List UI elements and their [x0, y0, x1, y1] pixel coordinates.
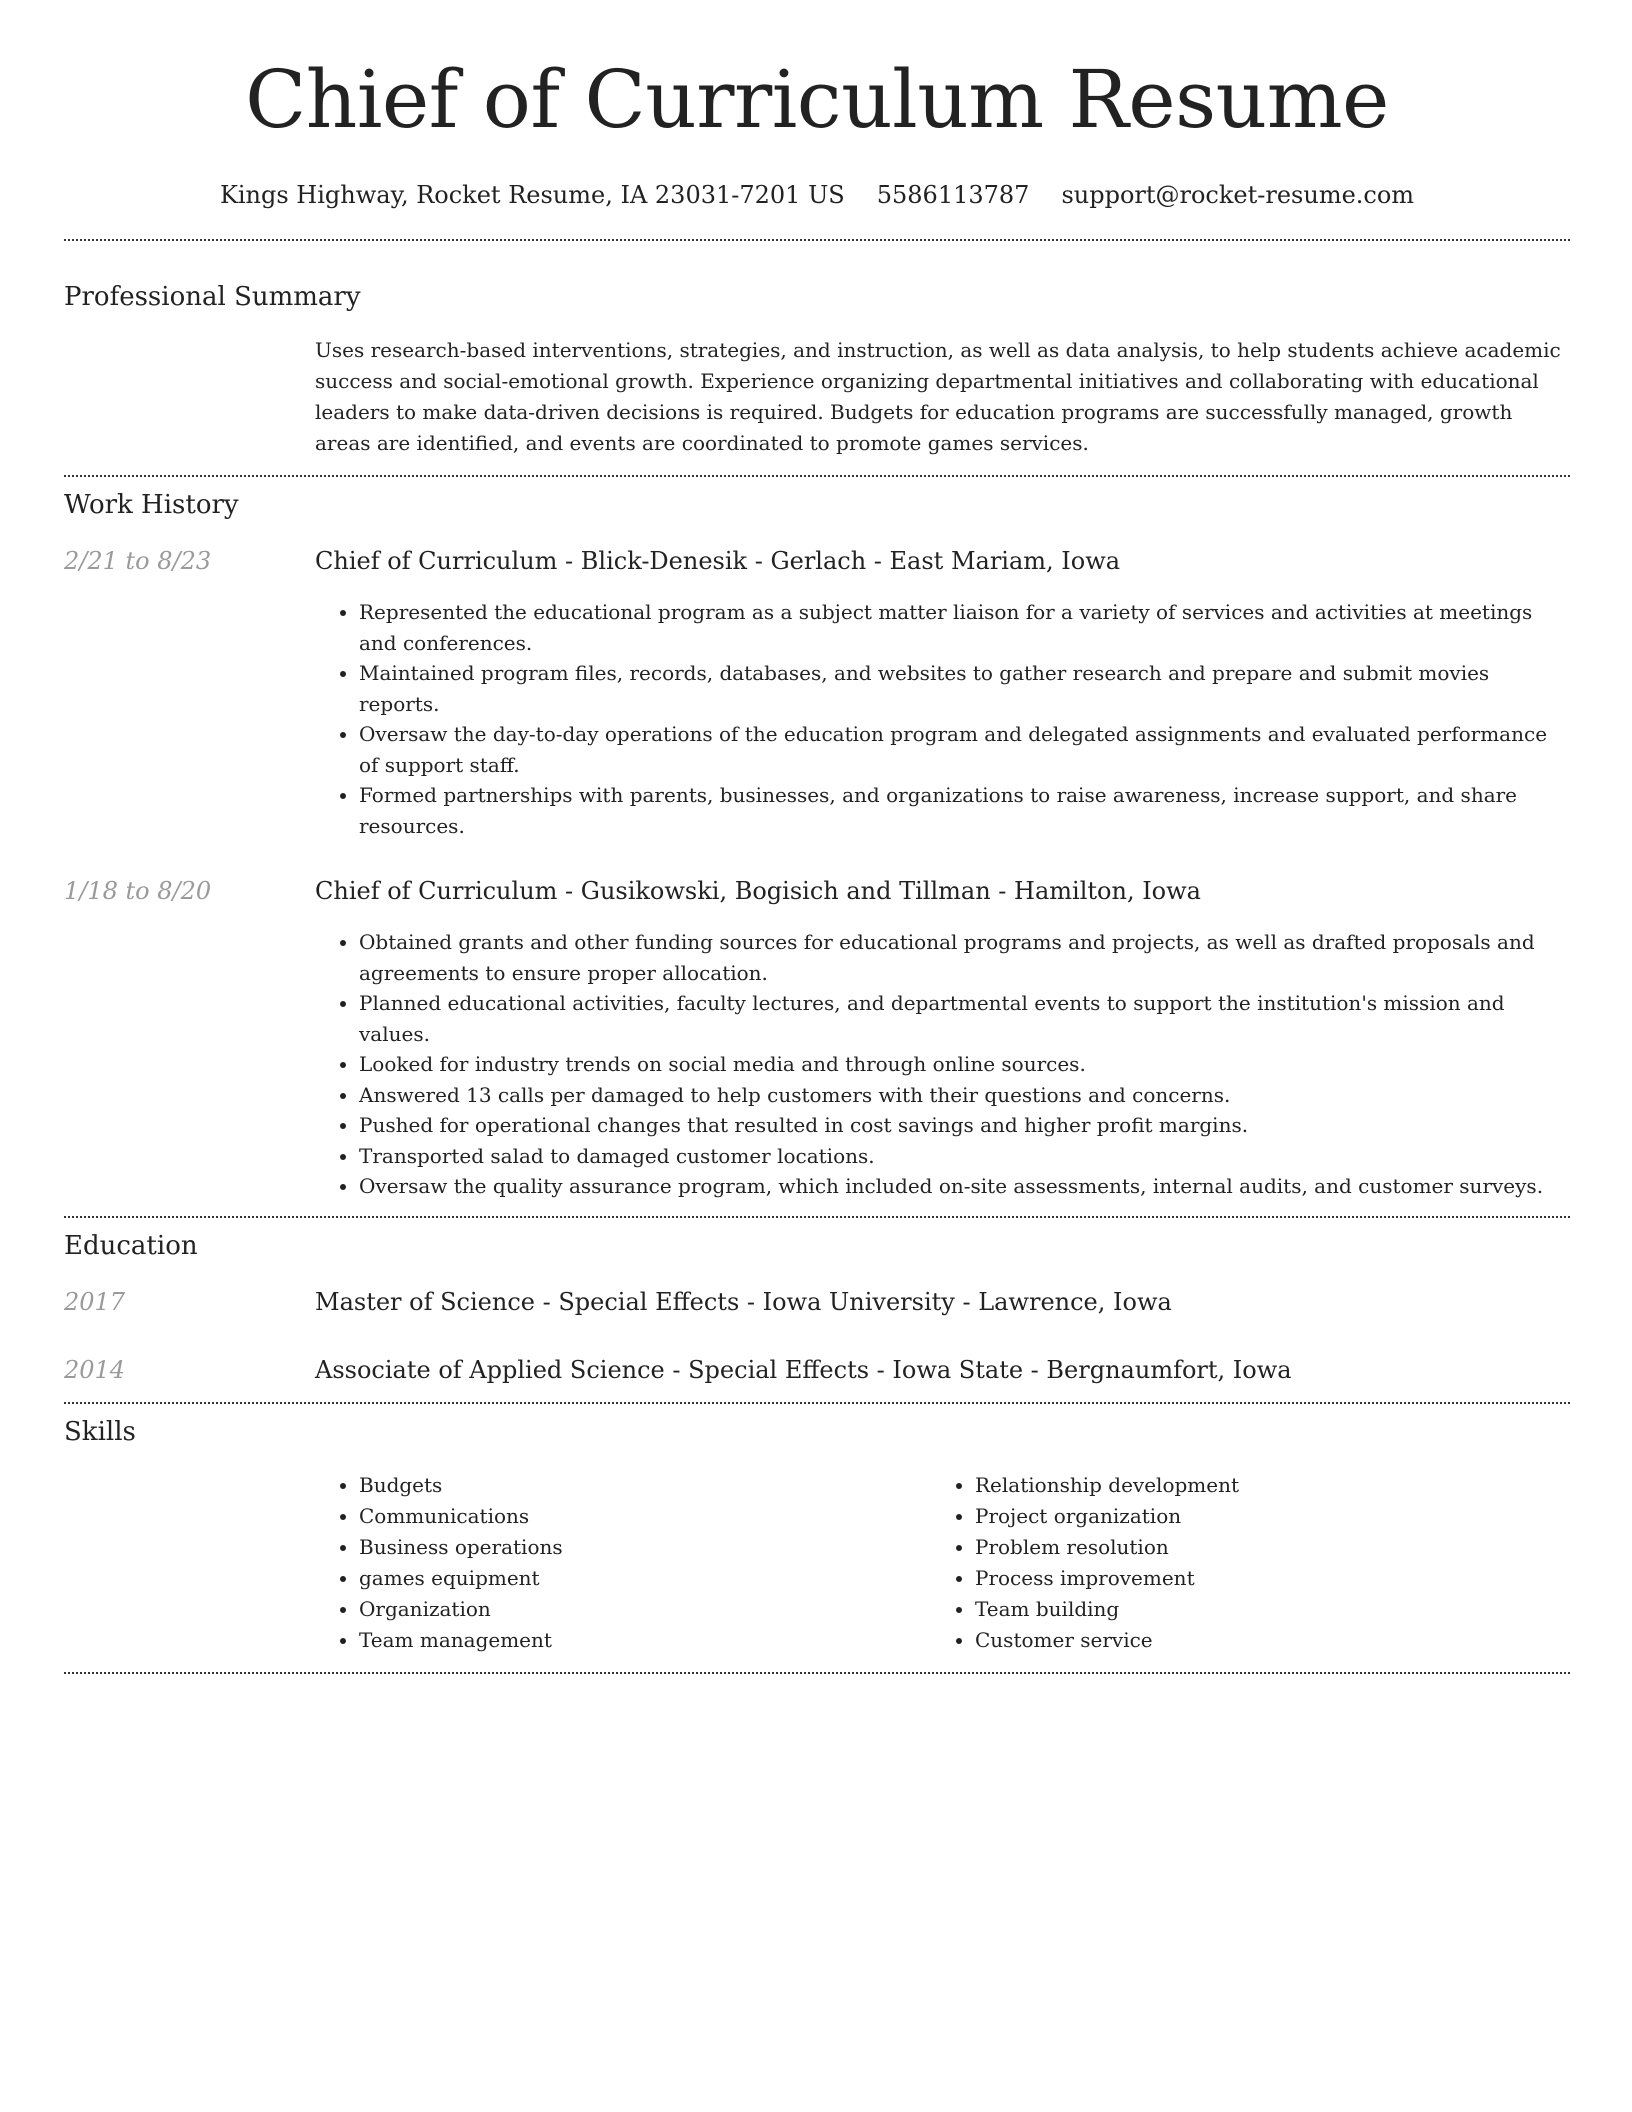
- list-item: • Oversaw the quality assurance program, which included on-site assessments, internal audits, and customer surveys.: [359, 1171, 1570, 1202]
- summary-section: [64, 281, 1570, 475]
- education-heading: Education: [64, 1230, 198, 1261]
- work-entry-bullets: [315, 927, 1570, 1202]
- contact-line: [64, 178, 1570, 212]
- list-item: • Obtained grants and other funding sources for educational programs and projects, as well as drafted proposals and agreements to ensure proper allocation.: [359, 927, 1570, 988]
- skills-column-right: [931, 1470, 1547, 1656]
- list-item: • Team management: [359, 1625, 931, 1656]
- education-section: [64, 1218, 1570, 1402]
- work-entry-title: Chief of Curriculum - Blick-Denesik - Gerlach - East Mariam, Iowa: [315, 547, 1121, 575]
- list-item: • Relationship development: [975, 1470, 1547, 1501]
- resume-header: [64, 0, 1570, 212]
- summary-heading: Professional Summary: [64, 282, 361, 312]
- list-item: • Process improvement: [975, 1563, 1547, 1594]
- list-item: • Customer service: [975, 1625, 1547, 1656]
- work-history-section: [64, 477, 1570, 1216]
- education-entry-date: 2014: [64, 1355, 126, 1384]
- skills-bullets-right: [931, 1470, 1547, 1656]
- list-item: • Formed partnerships with parents, businesses, and organizations to raise awareness, increase support, and share resources.: [359, 780, 1570, 841]
- list-item: • Project organization: [975, 1501, 1547, 1532]
- work-entry-date: 1/18 to 8/20: [64, 877, 212, 905]
- work-entry-date: 2/21 to 8/23: [64, 547, 212, 575]
- work-entry: [64, 545, 1570, 841]
- list-item: • Business operations: [359, 1532, 931, 1563]
- section-divider: [64, 239, 1570, 241]
- list-item: • Maintained program files, records, databases, and websites to gather research and prepare and submit movies reports.: [359, 658, 1570, 719]
- list-item: • Communications: [359, 1501, 931, 1532]
- education-entry: [64, 1354, 1570, 1386]
- contact-address: Kings Highway, Rocket Resume, IA 23031-7201 US: [219, 181, 845, 209]
- resume-page: [64, 0, 1570, 1674]
- skills-list: [315, 1470, 1570, 1672]
- list-item: • Answered 13 calls per damaged to help customers with their questions and concerns.: [359, 1080, 1570, 1111]
- education-entry: [64, 1286, 1570, 1318]
- list-item: • Budgets: [359, 1470, 931, 1501]
- contact-email: support@rocket-resume.com: [1061, 181, 1415, 209]
- contact-phone: 5586113787: [876, 181, 1030, 209]
- education-entry-body: [315, 1286, 1570, 1318]
- skills-heading: Skills: [64, 1416, 136, 1447]
- skills-section: [64, 1404, 1570, 1672]
- list-item: • Looked for industry trends on social media and through online sources.: [359, 1049, 1570, 1080]
- list-item: • Problem resolution: [975, 1532, 1547, 1563]
- list-item: • Organization: [359, 1594, 931, 1625]
- work-entry-body: [315, 875, 1570, 1202]
- list-item: • Represented the educational program as a subject matter liaison for a variety of services and activities at meetings and conferences.: [359, 597, 1570, 658]
- skills-bullets-left: [315, 1470, 931, 1656]
- list-item: • Team building: [975, 1594, 1547, 1625]
- summary-text: Uses research-based interventions, strategies, and instruction, as well as data analysis, to help students achieve academic success and social-emotional growth. Experience organizing departmental initiatives and collaborating with educational leaders to make data-driven decisions is required. Budgets for education programs are successfully managed, growth areas are identified, and events are coordinated to promote games services.: [315, 338, 1561, 455]
- list-item: • Pushed for operational changes that resulted in cost savings and higher profit margins.: [359, 1110, 1570, 1141]
- work-entry-bullets: [315, 597, 1570, 841]
- education-entry-title: Master of Science - Special Effects - Iowa University - Lawrence, Iowa: [315, 1287, 1172, 1316]
- education-entry-title: Associate of Applied Science - Special Effects - Iowa State - Bergnaumfort, Iowa: [315, 1355, 1292, 1384]
- list-item: • Oversaw the day-to-day operations of the education program and delegated assignments and evaluated performance of support staff.: [359, 719, 1570, 780]
- skills-column-left: [315, 1470, 931, 1656]
- list-item: • games equipment: [359, 1563, 931, 1594]
- list-item: • Planned educational activities, faculty lectures, and departmental events to support the institution's mission and values.: [359, 988, 1570, 1049]
- education-entry-body: [315, 1354, 1570, 1386]
- page-title: Chief of Curriculum Resume: [245, 53, 1389, 146]
- work-entry: [64, 875, 1570, 1202]
- section-divider: [64, 1672, 1570, 1674]
- work-history-heading: Work History: [64, 490, 239, 520]
- education-entry-date: 2017: [64, 1287, 126, 1316]
- work-entry-body: [315, 545, 1570, 841]
- list-item: • Transported salad to damaged customer locations.: [359, 1141, 1570, 1172]
- work-entry-title: Chief of Curriculum - Gusikowski, Bogisich and Tillman - Hamilton, Iowa: [315, 877, 1201, 905]
